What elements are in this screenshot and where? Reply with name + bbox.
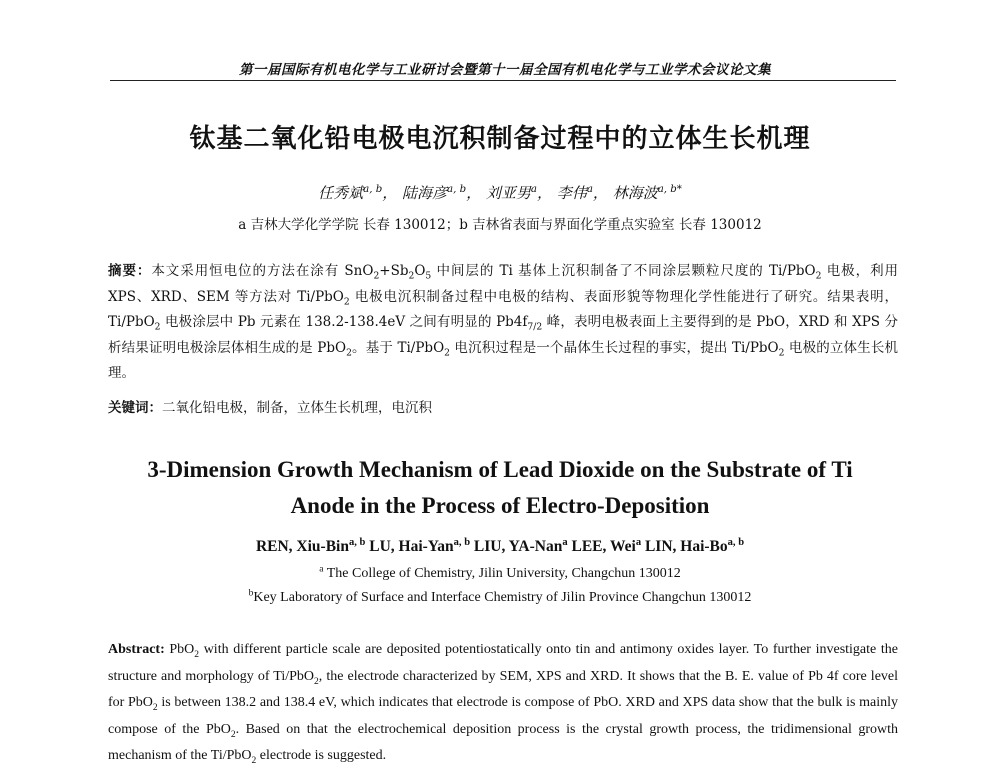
english-title-line: 3-Dimension Growth Mechanism of Lead Dioxide on the Substrate of Ti	[147, 457, 853, 482]
abstract-text: 电极电沉积制备过程中电极的结构、表面形貌等物理化学性能进行了研究。结果表明，Ti/PbO	[108, 288, 898, 330]
author-name: LIU, YA-Nan	[470, 538, 563, 555]
abstract-text: 电极，利用 XPS、XRD、SEM 等方法对 Ti/PbO	[108, 263, 899, 305]
english-affiliation-a	[100, 566, 900, 582]
author-separator: ，	[592, 184, 608, 202]
author-name: 陆海彦	[402, 184, 448, 202]
subscript: 2	[815, 270, 822, 282]
english-title-line: Anode in the Process of Electro-Deposition	[290, 493, 710, 518]
subscript: 2	[194, 649, 200, 660]
author-affil-mark: a, b*	[657, 184, 682, 195]
abstract-text: . Based on that the electrochemical deposition process is the crystal growth process, the tridimensional growth mechanism of the Ti/PbO	[108, 721, 898, 763]
english-authors	[100, 538, 900, 556]
author-affil-mark: a	[586, 184, 593, 195]
abstract-text: O	[414, 263, 426, 279]
author-name: 林海波	[612, 184, 658, 202]
affil-mark: a	[319, 564, 324, 575]
subscript: 2	[314, 676, 319, 687]
keywords-text: 二氧化铅电极，制备，立体生长机理，电沉积	[162, 400, 432, 416]
subscript: 2	[408, 270, 415, 282]
chinese-authors	[100, 182, 900, 203]
abstract-text: 电极的立体生长机理。	[108, 339, 898, 381]
chinese-title: 钛基二氧化铅电极电沉积制备过程中的立体生长机理	[189, 124, 811, 154]
author-affil-mark: a	[530, 184, 537, 195]
affil-text: The College of Chemistry, Jilin University, Changchun 130012	[323, 566, 681, 581]
header-rule	[110, 80, 896, 81]
subscript: 2	[152, 702, 158, 713]
author-name: 李伟	[556, 184, 587, 202]
abstract-text: with different particle scale are deposited potentiostatically onto tin and antimony oxides layer. To further investigate the structure and morphology of Ti/PbO	[108, 642, 898, 684]
abstract-text: , the electrode characterized by SEM, XPS and XRD. It shows that the B. E. value of Pb 4f core level for PbO	[108, 668, 899, 710]
chinese-abstract	[108, 259, 898, 387]
author-separator: ，	[466, 184, 482, 202]
author-name: REN, Xiu-Bin	[255, 538, 349, 555]
affil-mark: b	[248, 588, 254, 599]
author-name: LU, Hai-Yan	[365, 538, 454, 555]
abstract-label: Abstract:	[108, 642, 165, 657]
abstract-text: +Sb	[379, 263, 409, 279]
author-affil-mark: a, b	[453, 536, 471, 548]
chinese-affiliation: a 吉林大学化学学院 长春 130012；b 吉林省表面与界面化学重点实验室 长春 130012	[238, 217, 762, 233]
subscript: 2	[444, 347, 450, 359]
author-affil-mark: a, b	[447, 184, 467, 195]
subscript: 7/2	[527, 321, 543, 333]
author-name: LIN, Hai-Bo	[641, 538, 728, 555]
author-affil-mark: a	[635, 536, 642, 548]
author-affil-mark: a, b	[363, 184, 383, 195]
chinese-keywords	[108, 396, 898, 416]
abstract-text: 电极涂层中 Pb 元素在 138.2-138.4eV 之间有明显的 Pb4f	[160, 314, 528, 330]
author-affil-mark: a, b	[348, 536, 366, 548]
abstract-text: 本文采用恒电位的方法在涂有 SnO	[151, 263, 374, 279]
subscript: 2	[230, 729, 236, 740]
abstract-text: is between 138.2 and 138.4 eV, which indicates that electrode is compose of PbO. XRD and XPS data show that the bulk is mainly compose of the PbO	[108, 695, 898, 737]
english-abstract	[108, 637, 898, 770]
author-separator: ，	[537, 184, 553, 202]
author-name: LEE, Wei	[567, 538, 636, 555]
author-separator: ，	[382, 184, 398, 202]
english-affiliation-b	[100, 590, 900, 606]
author-affil-mark: a, b	[727, 536, 745, 548]
subscript: 2	[251, 755, 257, 766]
abstract-text: 电沉积过程是一个晶体生长过程的事实，提出 Ti/PbO	[449, 339, 779, 356]
running-header: 第一届国际有机电化学与工业研讨会暨第十一届全国有机电化学与工业学术会议论文集	[239, 62, 771, 78]
abstract-text: 中间层的 Ti 基体上沉积制备了不同涂层颗粒尺度的 Ti/PbO	[431, 263, 816, 279]
abstract-text: 。基于 Ti/PbO	[351, 339, 445, 356]
author-affil-mark: a	[562, 536, 568, 548]
english-title	[100, 452, 900, 524]
affil-text: Key Laboratory of Surface and Interface Chemistry of Jilin Province Changchun 130012	[253, 590, 752, 605]
subscript: 2	[343, 296, 350, 308]
abstract-text: electrode is suggested.	[256, 748, 387, 763]
subscript: 5	[425, 270, 432, 282]
keywords-label: 关键词：	[108, 400, 162, 416]
subscript: 2	[154, 321, 161, 333]
abstract-text: 峰，表明电极表面上主要得到的是 PbO，XRD 和 XPS 分析结果证明电极涂层体相生成的是 PbO	[108, 314, 898, 356]
author-name: 刘亚男	[485, 184, 531, 202]
author-name: 任秀斌	[318, 184, 364, 202]
subscript: 2	[373, 270, 380, 282]
abstract-text: PbO	[164, 642, 195, 657]
abstract-label: 摘要：	[108, 263, 152, 279]
subscript: 2	[778, 347, 785, 359]
subscript: 2	[346, 347, 352, 359]
